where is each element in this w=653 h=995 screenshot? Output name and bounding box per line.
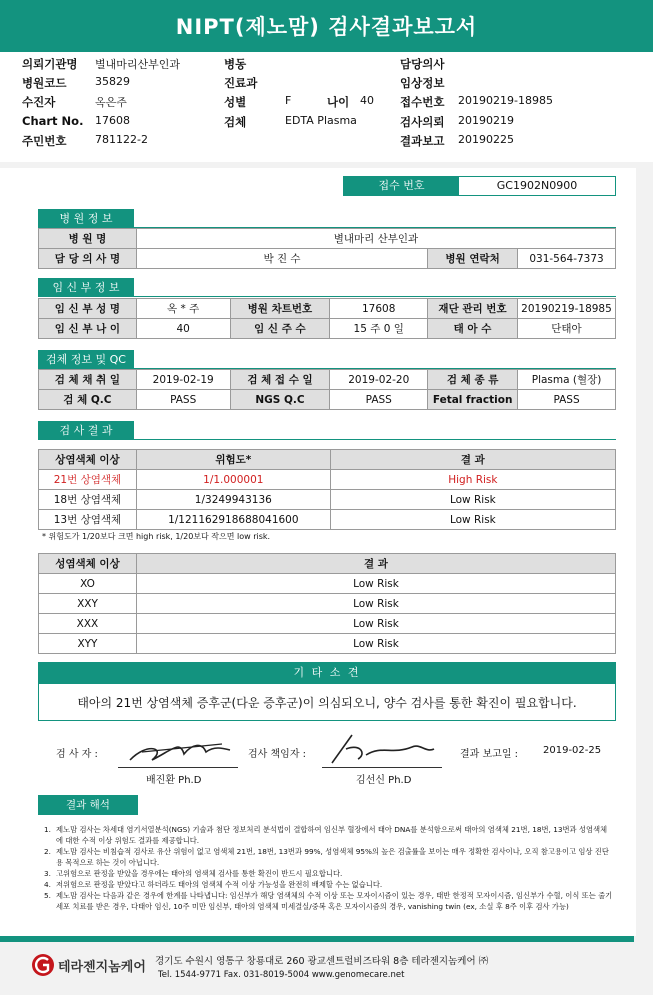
interpretation-list [44, 824, 614, 912]
header-value: 20190219 [458, 114, 514, 127]
table-cell: 1/1.000001 [136, 470, 330, 490]
table-row [39, 229, 616, 249]
table-row [39, 490, 616, 510]
table-cell: 병원 차트번호 [230, 299, 330, 319]
receipt-number-value: GC1902N0900 [496, 179, 578, 192]
header-label: 담당의사 [400, 57, 445, 71]
table-cell: 검 체 Q.C [39, 390, 137, 410]
manager-name: 김선신 Ph.D [356, 775, 412, 786]
section-misc: 기 타 소 견 [38, 662, 616, 683]
company-logo [30, 950, 150, 980]
table-cell: 15 주 0 일 [330, 319, 428, 339]
header-label: 병원코드 [22, 76, 67, 90]
sex-chromosome-table [38, 553, 616, 654]
table-cell: 17608 [330, 299, 428, 319]
table-cell: 검 체 종 류 [428, 370, 518, 390]
bottom-divider [0, 936, 634, 942]
table-cell: 13번 상염색체 [39, 510, 137, 530]
table-cell: 병원 연락처 [428, 249, 518, 269]
header-label: 검사의뢰 [400, 115, 445, 129]
list-item: 2. 제노맘 검사는 비침습적 검사로 유산 위험이 없고 염색체 21번, 18번, 13번과 99%, 성염색체 95%의 높은 검출률을 보이는 매우 정확한 검사이나, 오직 참고용이고 임상 진단용 목적으로 하는 것이 아닙니다. [44, 847, 609, 867]
section-pregnant: 임 신 부 정 보 [38, 278, 134, 297]
table-cell: 1/3249943136 [136, 490, 330, 510]
header-label: 접수번호 [400, 95, 445, 109]
table-cell: 2019-02-20 [330, 370, 428, 390]
table-cell: 단태아 [517, 319, 615, 339]
report-title: NIPT(제노맘) 검사결과보고서 [0, 0, 653, 52]
table-cell: 검 체 채 취 일 [39, 370, 137, 390]
table-row [39, 470, 616, 490]
pregnant-table [38, 298, 616, 339]
header-label: 수진자 [22, 95, 56, 109]
table-cell: 20190219-18985 [517, 299, 615, 319]
hospital-table [38, 228, 616, 269]
table-cell: PASS [136, 390, 230, 410]
table-header: 결 과 [330, 450, 615, 470]
table-cell: High Risk [330, 470, 615, 490]
list-item: 4. 저위험으로 판정을 받았다고 하더라도 태아의 염색체 수적 이상 가능성을 완전히 배제할 수는 없습니다. [44, 880, 383, 889]
header-label: 성별 [224, 95, 247, 109]
header-value: 20190219-18985 [458, 94, 553, 107]
section-divider [38, 296, 616, 297]
header-label: Chart No. [22, 114, 84, 128]
header-value: 35829 [95, 75, 130, 88]
table-row [39, 594, 616, 614]
table-cell: PASS [518, 390, 616, 410]
table-cell: 병 원 명 [39, 229, 137, 249]
table-cell: 태 아 수 [428, 319, 518, 339]
report-date-value: 2019-02-25 [543, 745, 602, 756]
header-value: 40 [360, 94, 374, 107]
header-value: 옥은주 [95, 96, 127, 109]
table-cell: 별내마리 산부인과 [136, 229, 615, 249]
signature-line [322, 767, 442, 768]
table-cell: 40 [136, 319, 230, 339]
table-cell: 임 신 부 성 명 [39, 299, 137, 319]
header-label: 병동 [224, 57, 247, 71]
section-specimen: 검체 정보 및 QC [38, 350, 134, 369]
table-cell: 임 신 부 나 이 [39, 319, 137, 339]
table-cell: Low Risk [136, 634, 615, 654]
header-value: 20190225 [458, 133, 514, 146]
tester-name: 배진환 Ph.D [146, 775, 202, 786]
header-label: 결과보고 [400, 134, 445, 148]
table-cell: 18번 상염색체 [39, 490, 137, 510]
table-cell: 임 신 주 수 [230, 319, 330, 339]
table-cell: 옥 * 주 [136, 299, 230, 319]
tester-label: 검 사 자 : [56, 749, 98, 760]
table-row [39, 319, 616, 339]
header-value: 781122-2 [95, 133, 148, 146]
table-cell: 031-564-7373 [518, 249, 616, 269]
header-label: 주민번호 [22, 134, 67, 148]
section-hospital: 병 원 정 보 [38, 209, 134, 228]
list-item: 1. 제노맘 검사는 차세대 염기서열분석(NGS) 기술과 첨단 정보처리 분석법이 결합하여 임신부 혈장에서 태아 DNA를 분석함으로써 태아의 염색체 21번, 18번, 13번과 성염색체에 대한 수적 이상 위험도 결과를 제공합니다. [44, 825, 608, 845]
table-cell: 2019-02-19 [136, 370, 230, 390]
signature-line [118, 767, 238, 768]
table-cell: 재단 관리 번호 [428, 299, 518, 319]
table-header: 상염색체 이상 [39, 450, 137, 470]
table-cell: 검 체 접 수 일 [230, 370, 330, 390]
table-cell: XO [39, 574, 137, 594]
table-cell: XXX [39, 614, 137, 634]
misc-opinion: 태아의 21번 상염색체 증후군(다운 증후군)이 의심되오니, 양수 검사를 통한 확진이 필요합니다. [38, 683, 616, 721]
table-header-row [39, 450, 616, 470]
table-cell: 1/121162918688041600 [136, 510, 330, 530]
footer-contact: Tel. 1544-9771 Fax. 031-8019-5004 www.genomecare.net [158, 970, 405, 980]
receipt-number-box [343, 176, 616, 196]
tester-signature [122, 730, 237, 770]
header-value: 17608 [95, 114, 130, 127]
table-header: 결 과 [136, 554, 615, 574]
header-label: 검체 [224, 115, 247, 129]
header-label: 의뢰기관명 [22, 57, 78, 71]
table-row [39, 390, 616, 410]
section-results: 검 사 결 과 [38, 421, 134, 440]
table-cell: Plasma (혈장) [518, 370, 616, 390]
logo-text: 테라젠지놈케어 [58, 960, 146, 975]
header-label: 임상정보 [400, 76, 445, 90]
table-cell: Low Risk [136, 614, 615, 634]
header-value: F [285, 94, 292, 107]
table-cell: NGS Q.C [230, 390, 330, 410]
table-cell: Low Risk [136, 594, 615, 614]
table-row [39, 370, 616, 390]
list-item: 5. 제노맘 검사는 다음과 같은 경우에 한계를 나타냅니다: 임신부가 해당 염색체의 수적 이상 또는 모자이시즘이 있는 경우, 태반 한정적 모자이시즘, 임신부가 수혈, 이식 또는 줄기세포 치료를 받은 경우, 다태아 임신, 10주 미만 임신부, 태아의 염색체 미세결실/중복 혹은 모자이시즘의 경우, vanishing twin (ex, 소실 후 8주 이후 검사 가능) [44, 891, 613, 911]
header-label: 나이 [327, 95, 350, 109]
table-cell: 21번 상염색체 [39, 470, 137, 490]
table-cell: XXY [39, 594, 137, 614]
table-cell: XYY [39, 634, 137, 654]
list-item: 3. 고위험으로 판정을 받았을 경우에는 태아의 염색체 검사를 통한 확진이 반드시 필요합니다. [44, 869, 343, 878]
table-cell: PASS [330, 390, 428, 410]
autosome-table [38, 449, 616, 530]
table-row [39, 634, 616, 654]
table-cell: 담 당 의 사 명 [39, 249, 137, 269]
table-row [39, 614, 616, 634]
manager-signature [322, 725, 442, 770]
table-header: 위험도* [136, 450, 330, 470]
footer-address: 경기도 수원시 영통구 창룡대로 260 광교센트럴비즈타워 8층 테라젠지놈케어 ㈜ [155, 956, 489, 967]
table-cell: Low Risk [136, 574, 615, 594]
section-divider [38, 439, 616, 440]
report-date-label: 결과 보고일 : [460, 749, 519, 760]
receipt-number-label: 접수 번호 [344, 177, 459, 195]
table-cell: 박 진 수 [136, 249, 427, 269]
table-cell: Low Risk [330, 510, 615, 530]
header-value: EDTA Plasma [285, 114, 357, 127]
table-cell: Fetal fraction [428, 390, 518, 410]
table-row [39, 249, 616, 269]
table-row [39, 510, 616, 530]
specimen-table [38, 369, 616, 410]
header-label: 진료과 [224, 76, 258, 90]
table-header-row [39, 554, 616, 574]
header-value: 별내마리산부인과 [95, 58, 181, 71]
table-row [39, 574, 616, 594]
table-cell: Low Risk [330, 490, 615, 510]
section-interpretation: 결과 해석 [38, 795, 138, 815]
manager-label: 검사 책임자 : [248, 749, 307, 760]
table-header: 성염색체 이상 [39, 554, 137, 574]
risk-note: * 위험도가 1/20보다 크면 high risk, 1/20보다 작으면 low risk. [42, 532, 271, 541]
table-row [39, 299, 616, 319]
